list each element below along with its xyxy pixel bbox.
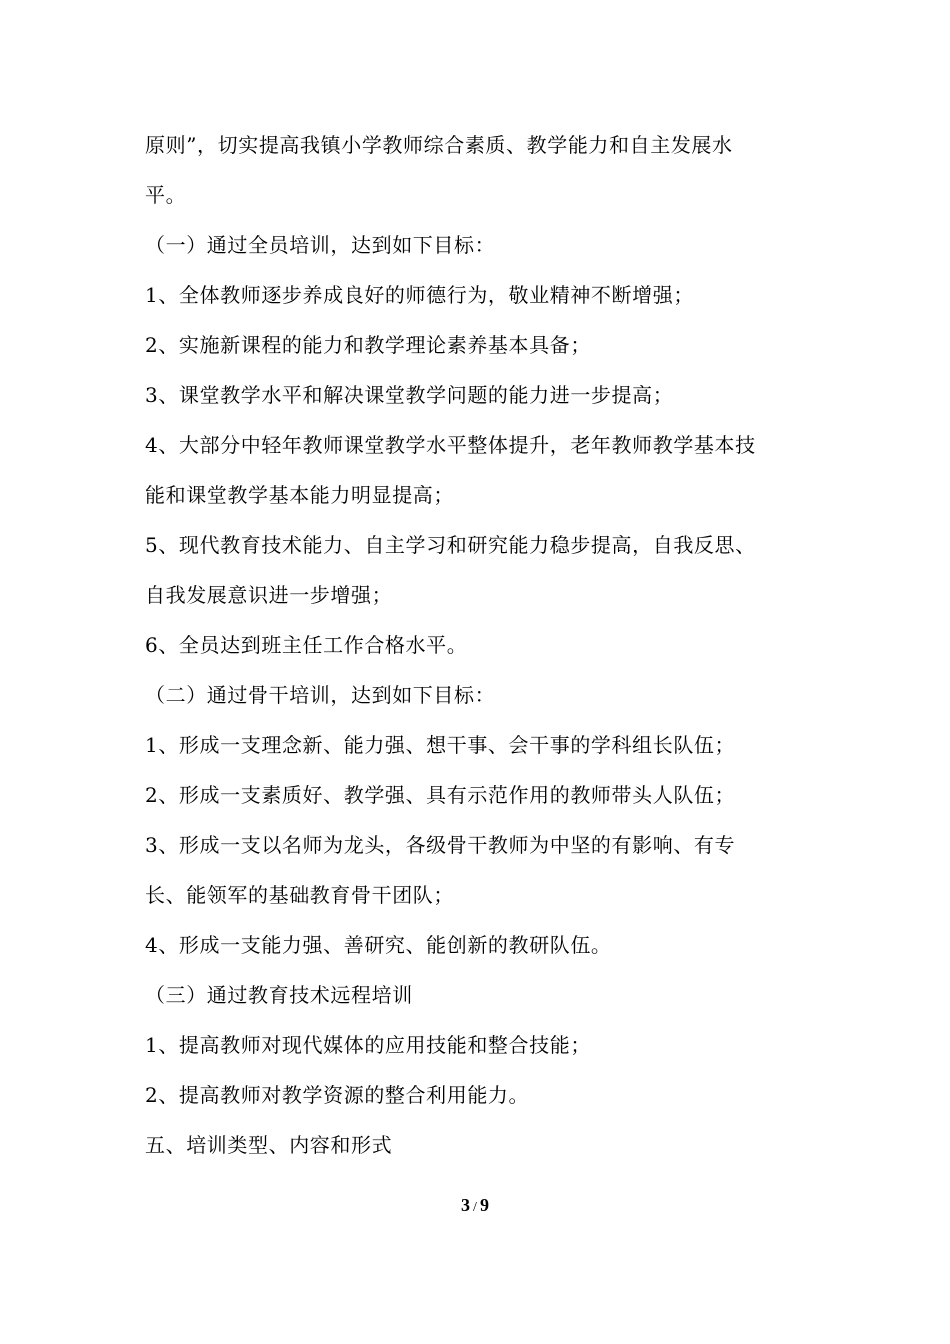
chapter-heading: 五、培训类型、内容和形式	[145, 1133, 393, 1157]
text-line: 平。	[145, 183, 187, 207]
section-heading: （二）通过骨干培训，达到如下目标：	[145, 683, 496, 707]
list-item: 3、课堂教学水平和解决课堂教学问题的能力进一步提高；	[145, 383, 674, 407]
current-page-number: 3	[461, 1195, 471, 1215]
page-number	[0, 1194, 950, 1219]
list-item: 2、实施新课程的能力和教学理论素养基本具备；	[145, 333, 591, 357]
section-heading: （一）通过全员培训，达到如下目标：	[145, 233, 496, 257]
list-item-continuation: 能和课堂教学基本能力明显提高；	[145, 483, 454, 507]
list-item: 2、提高教师对教学资源的整合利用能力。	[145, 1083, 530, 1107]
list-item-continuation: 长、能领军的基础教育骨干团队；	[145, 883, 454, 907]
list-item: 1、全体教师逐步养成良好的师德行为，敬业精神不断增强；	[145, 283, 694, 307]
total-page-number: 9	[479, 1195, 489, 1215]
list-item: 4、大部分中轻年教师课堂教学水平整体提升，老年教师教学基本技	[145, 433, 756, 457]
list-item: 1、提高教师对现代媒体的应用技能和整合技能；	[145, 1033, 591, 1057]
list-item: 2、形成一支素质好、教学强、具有示范作用的教师带头人队伍；	[145, 783, 736, 807]
text-line: 原则”，切实提高我镇小学教师综合素质、教学能力和自主发展水	[145, 133, 733, 157]
list-item: 4、形成一支能力强、善研究、能创新的教研队伍。	[145, 933, 612, 957]
list-item: 6、全员达到班主任工作合格水平。	[145, 633, 468, 657]
section-heading: （三）通过教育技术远程培训	[145, 983, 413, 1007]
page-separator: /	[473, 1200, 477, 1215]
list-item: 3、形成一支以名师为龙头，各级骨干教师为中坚的有影响、有专	[145, 833, 736, 857]
list-item-continuation: 自我发展意识进一步增强；	[145, 583, 393, 607]
list-item: 1、形成一支理念新、能力强、想干事、会干事的学科组长队伍；	[145, 733, 736, 757]
list-item: 5、现代教育技术能力、自主学习和研究能力稳步提高，自我反思、	[145, 533, 756, 557]
